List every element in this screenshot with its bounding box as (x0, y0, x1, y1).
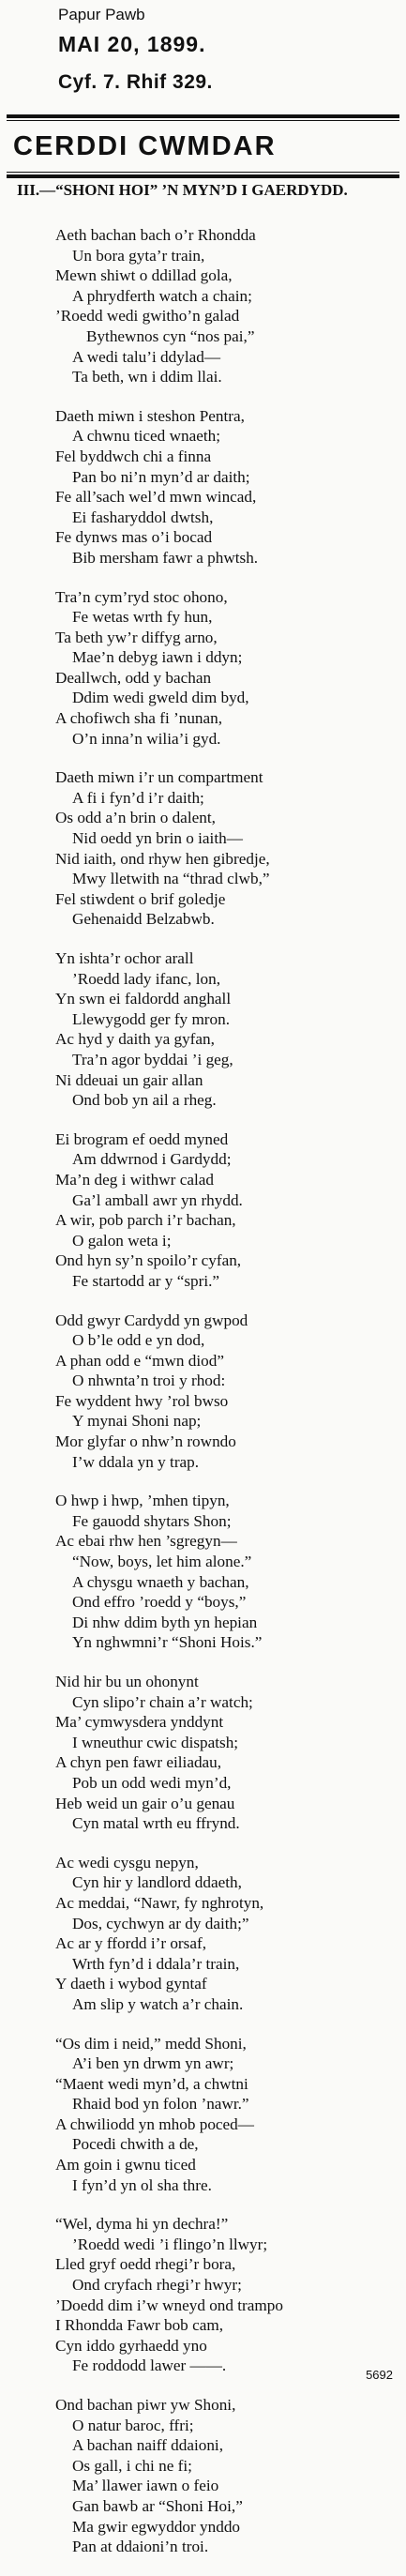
poem-line: Y mynai Shoni nap; (72, 1412, 202, 1431)
poem-line: “Maent wedi myn’d, a chwtni (55, 2074, 248, 2093)
poem-line: Ac hyd y daith ya gyfan, (55, 1030, 215, 1049)
poem-line: Fe startodd ar y “spri.” (72, 1271, 220, 1290)
issue-date: MAI 20, 1899. (58, 32, 206, 56)
reference-number: 5692 (366, 2368, 393, 2382)
poem-line: Tra’n cym’ryd stoc ohono, (55, 587, 228, 606)
poem-line: ’Roedd wedi gwitho’n galad (55, 307, 240, 326)
poem-line: “Now, boys, let him alone.” (72, 1553, 252, 1571)
poem-line: Fel byddwch chi a finna (55, 447, 212, 465)
poem-line: Odd gwyr Cardydd yn gwpod (55, 1311, 248, 1329)
masthead (0, 0, 406, 103)
newspaper-name: Papur Pawb (58, 6, 145, 23)
poem-line: Daeth miwn i steshon Pentra, (55, 406, 245, 425)
stanza (0, 948, 406, 1111)
poem-line: Fe wyddent hwy ’rol bwso (55, 1391, 229, 1410)
stanza (0, 1129, 406, 1292)
poem-line: Fe wetas wrth fy hun, (72, 608, 213, 627)
poem-line: A phan odd e “mwn diod” (55, 1351, 224, 1370)
stanza (0, 1853, 406, 2015)
poem-line: Dos, cychwyn ar dy daith;” (72, 1914, 249, 1932)
poem-line: A wir, pob parch i’r bachan, (55, 1211, 236, 1230)
stanza (0, 225, 406, 387)
poem-line: O natur baroc, ffri; (72, 2416, 194, 2434)
poem-line: Ond effro ’roedd y “boys,” (72, 1593, 247, 1612)
poem-line: A’i ben yn drwm yn awr; (72, 2054, 234, 2073)
poem-line: Ei brogram ef oedd myned (55, 1129, 229, 1148)
section-title: CERDDI CWMDAR (13, 131, 277, 161)
poem-line: Os odd a’n brin o dalent, (55, 809, 216, 827)
poem-line: O’n inna’n wilia’i gyd. (72, 729, 221, 748)
poem-line: Cyn iddo gyrhaedd yno (55, 2336, 207, 2355)
poem-line: I wneuthur cwic dispatsh; (72, 1733, 239, 1751)
poem-line: “Os dim i neid,” medd Shoni, (55, 2034, 247, 2053)
poem-line: Gan bawb ar “Shoni Hoi,” (72, 2496, 243, 2515)
poem-line: Lled gryf oedd rhegi’r bora, (55, 2255, 236, 2274)
poem-line: Di nhw ddim byth yn hepian (72, 1613, 258, 1631)
poem-line: A bachan naiff ddaioni, (72, 2436, 224, 2455)
poem-line: Cyn hir y landlord ddaeth, (72, 1873, 242, 1892)
poem-line: Nid iaith, ond rhyw hen gibredje, (55, 849, 270, 868)
poem-line: Mor glyfar o nhw’n rowndo (55, 1432, 236, 1451)
article-heading: III.—“SHONI HOI” ’N MYN’D I GAERDYDD. (17, 181, 348, 199)
poem-body (0, 225, 406, 2576)
poem-line: Ond cryfach rhegi’r hwyr; (72, 2276, 242, 2295)
poem-line: Yn nghwmni’r “Shoni Hois.” (72, 1633, 263, 1652)
poem-line: Nid hir bu un ohonynt (55, 1673, 199, 1690)
poem-line: Ddim wedi gweld dim byd, (72, 689, 249, 707)
poem-line: ’Roedd lady ifanc, lon, (72, 969, 220, 988)
poem-line: Ac wedi cysgu nepyn, (55, 1853, 199, 1871)
poem-line: Pan bo ni’n myn’d ar daith; (72, 467, 250, 486)
poem-line: Y daeth i wybod gyntaf (55, 1975, 207, 1993)
stanza (0, 2395, 406, 2557)
poem-line: A chwiliodd yn mhob poced— (55, 2114, 254, 2133)
poem-line: Ac meddai, “Nawr, fy nghrotyn, (55, 1893, 264, 1912)
poem-line: Ei fasharyddol dwtsh, (72, 508, 214, 526)
poem-line: Ond hyn sy’n spoilo’r cyfan, (55, 1251, 242, 1270)
poem-line: Pan at ddaioni’n troi. (72, 2538, 209, 2556)
poem-line: Ga’l amball awr yn rhydd. (72, 1190, 243, 1209)
poem-line: Yn ishta’r ochor arall (55, 949, 194, 967)
poem-line: Am ddwrnod i Gardydd; (72, 1150, 232, 1169)
poem-line: ’Doedd dim i’w wneyd ond trampo (55, 2296, 283, 2314)
poem-line: Ac ar y ffordd i’r orsaf, (55, 1934, 206, 1953)
poem-line: Deallwch, odd y bachan (55, 668, 212, 687)
poem-line: Ma’ cymwysdera ynddynt (55, 1713, 224, 1732)
top-rule-thin (7, 120, 399, 121)
poem-line: Pocedi chwith a de, (72, 2135, 199, 2154)
poem-line: O hwp i hwp, ’mhen tipyn, (55, 1492, 230, 1510)
poem-line: Am goin i gwnu ticed (55, 2156, 196, 2174)
poem-line: Mewn shiwt o ddillad gola, (55, 266, 233, 285)
poem-line: Fe dynws mas o’i bocad (55, 528, 213, 547)
stanza (0, 1672, 406, 1834)
poem-line: Mae’n debyg iawn i ddyn; (72, 648, 243, 667)
poem-line: Fe roddodd lawer ——. (72, 2356, 227, 2375)
poem-line: Mwy lletwith na “thrad clwb,” (72, 870, 270, 888)
poem-line: Ni ddeuai un gair allan (55, 1070, 203, 1089)
poem-line: I fyn’d yn ol sha thre. (72, 2175, 212, 2194)
poem-line: A chyn pen fawr eiliadau, (55, 1753, 222, 1772)
poem-line: Ond bob yn ail a rheg. (72, 1091, 217, 1110)
poem-line: Fe gauodd shytars Shon; (72, 1511, 232, 1530)
poem-line: Bythewnos cyn “nos pai,” (86, 326, 255, 345)
poem-line: Os gall, i chi ne fi; (72, 2456, 192, 2475)
stanza (0, 1491, 406, 1653)
poem-line: Ond bachan piwr yw Shoni, (55, 2396, 236, 2414)
stanza (0, 767, 406, 930)
poem-line: O galon weta i; (72, 1231, 172, 1250)
poem-line: A wedi talu’i ddylad— (72, 347, 221, 366)
stanza (0, 587, 406, 750)
poem-line: Cyn slipo’r chain a’r watch; (72, 1692, 253, 1711)
top-rule-thick (7, 114, 399, 118)
poem-line: “Wel, dyma hi yn dechra!” (55, 2215, 229, 2234)
poem-line: A chofiwch sha fi ’nunan, (55, 709, 223, 728)
poem-line: Wrth fyn’d i ddala’r train, (72, 1954, 240, 1973)
poem-line: I Rhondda Fawr bob cam, (55, 2316, 224, 2335)
poem-line: A phrydferth watch a chain; (72, 286, 252, 305)
poem-line: Aeth bachan bach o’r Rhondda (55, 226, 256, 244)
poem-line: Gehenaidd Belzabwb. (72, 910, 215, 929)
section-rule-thin (7, 172, 399, 173)
poem-line: A chysgu wnaeth y bachan, (72, 1572, 249, 1591)
stanza (0, 406, 406, 568)
poem-line: Un bora gyta’r train, (72, 246, 205, 265)
poem-line: Cyn matal wrth eu ffrynd. (72, 1814, 240, 1833)
stanza (0, 1311, 406, 1473)
section-rule-thick (7, 174, 399, 178)
volume-issue-number: Cyf. 7. Rhif 329. (58, 71, 213, 93)
stanza (0, 2034, 406, 2196)
poem-line: Fe all’sach wel’d mwn wincad, (55, 488, 257, 507)
poem-line: I’w ddala yn y trap. (72, 1452, 200, 1471)
poem-line: O nhwnta’n troi y rhod: (72, 1371, 226, 1390)
poem-line: Ma gwir egwyddor ynddo (72, 2517, 241, 2536)
poem-line: Ac ebai rhw hen ’sgregyn— (55, 1532, 237, 1551)
poem-line: Tra’n agor byddai ’i geg, (72, 1050, 233, 1068)
poem-line: Fel stiwdent o brif goledje (55, 889, 226, 908)
poem-line: ’Roedd wedi ’i flingo’n llwyr; (72, 2235, 268, 2253)
poem-line: O b’le odd e yn dod, (72, 1331, 205, 1350)
poem-line: Ta beth, wn i ddim llai. (72, 368, 222, 386)
poem-line: Am slip y watch a’r chain. (72, 1994, 244, 2013)
poem-line: Ma’n deg i withwr calad (55, 1170, 214, 1189)
poem-line: Nid oedd yn brin o iaith— (72, 829, 243, 848)
poem-line: Ta beth yw’r diffyg arno, (55, 628, 218, 646)
poem-line: Pob un odd wedi myn’d, (72, 1773, 232, 1792)
poem-line: Yn swn ei faldordd anghall (55, 990, 232, 1008)
poem-line: Llewygodd ger fy mron. (72, 1009, 231, 1028)
poem-line: Ma’ llawer iawn o feio (72, 2477, 219, 2495)
poem-line: Bib mersham fawr a phwtsh. (72, 548, 259, 567)
poem-line: Heb weid un gair o’u genau (55, 1794, 235, 1812)
poem-line: Rhaid bod yn folon ’nawr.” (72, 2095, 249, 2114)
poem-line: A chwnu ticed wnaeth; (72, 427, 220, 446)
poem-line: Daeth miwn i’r un compartment (55, 768, 263, 787)
poem-line: A fi i fyn’d i’r daith; (72, 788, 204, 807)
stanza (0, 2214, 406, 2376)
